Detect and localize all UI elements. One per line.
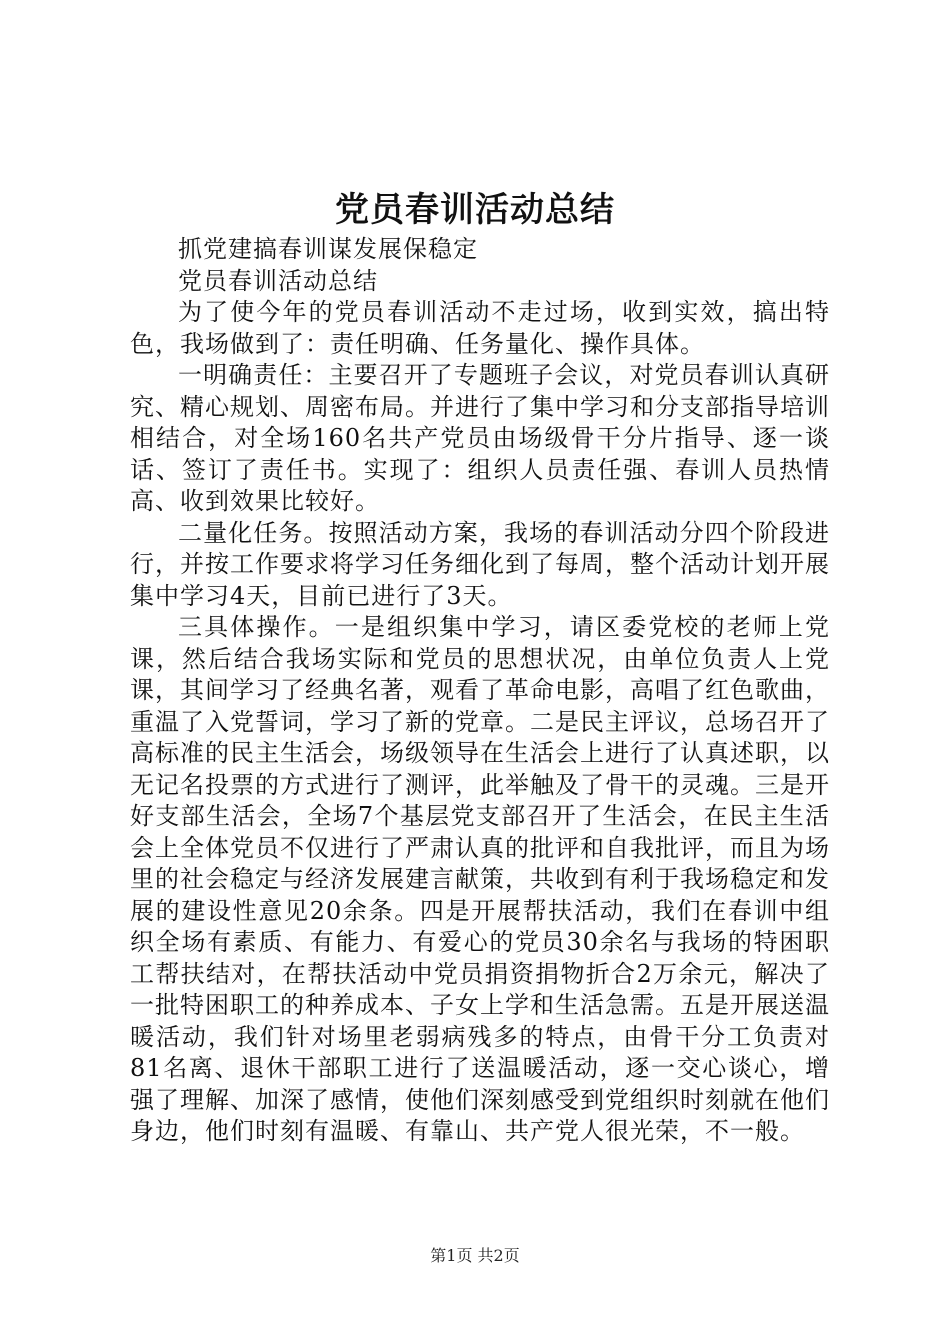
paragraph-responsibility: 一明确责任：主要召开了专题班子会议，对党员春训认真研究、精心规划、周密布局。并进行了集中学习和分支部指导培训相结合，对全场160名共产党员由场级骨干分片指导、逐一谈话、签订了责任书。实现了：组织人员责任强、春训人员热情高、收到效果比较好。 <box>130 361 830 515</box>
paragraph-intro: 为了使今年的党员春训活动不走过场，收到实效，搞出特色，我场做到了：责任明确、任务量化、操作具体。 <box>130 298 830 358</box>
subtitle-line: 抓党建搞春训谋发展保稳定 <box>178 235 478 263</box>
paragraph-operations: 三具体操作。一是组织集中学习，请区委党校的老师上党课，然后结合我场实际和党员的思想状况，由单位负责人上党课，其间学习了经典名著，观看了革命电影，高唱了红色歌曲，重温了入党誓词，学习了新的党章。二是民主评议，总场召开了高标准的民主生活会，场级领导在生活会上进行了认真述职，以无记名投票的方式进行了测评，此举触及了骨干的灵魂。三是开好支部生活会，全场7个基层党支部召开了生活会，在民主生活会上全体党员不仅进行了严肃认真的批评和自我批评，而且为场里的社会稳定与经济发展建言献策，共收到有利于我场稳定和发展的建设性意见20余条。四是开展帮扶活动，我们在春训中组织全场有素质、有能力、有爱心的党员30余名与我场的特困职工帮扶结对，在帮扶活动中党员捐资捐物折合2万余元，解决了一批特困职工的种养成本、子女上学和生活急需。五是开展送温暖活动，我们针对场里老弱病残多的特点，由骨干分工负责对81名离、退休干部职工进行了送温暖活动，逐一交心谈心，增强了理解、加深了感情，使他们深刻感受到党组织时刻就在他们身边，他们时刻有温暖、有靠山、共产党人很光荣，不一般。 <box>130 613 830 1145</box>
document-body <box>130 234 830 1148</box>
document-title: 党员春训活动总结 <box>335 190 615 230</box>
heading-line: 党员春训活动总结 <box>178 266 378 295</box>
paragraph-tasks: 二量化任务。按照活动方案，我场的春训活动分四个阶段进行，并按工作要求将学习任务细化到了每周，整个活动计划开展集中学习4天，目前已进行了3天。 <box>130 518 830 610</box>
page-footer: 第1页 共2页 <box>430 1246 520 1265</box>
